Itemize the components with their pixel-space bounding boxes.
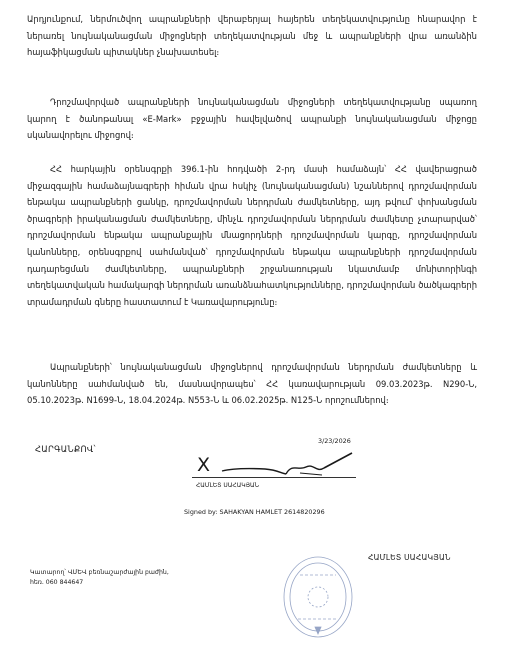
official-seal-icon xyxy=(282,555,354,639)
signature-name: ՀԱՄԼԵՏ ՍԱՀԱԿՅԱՆ xyxy=(196,482,259,489)
signature-line xyxy=(192,477,356,478)
paragraph-tax-code: ՀՀ հարկային օրենսգրքի 396.1-ին հոդվածի 2-րդ մասի համաձայն՝ ՀՀ վավերացրած միջազգային համաձայնագրերի հիման վրա հսկիչ (նույնականացման) նշաններով դրոշմավորման ենթակա ապրանքների ցանկը, դրոշմավորման ներդրման ժամկետները, այդ թվում՝ փոխանցման ծրագրերի իրականացման ժամկետները, մինչև դրոշմավորման ներդրման ժամկետը չտարարված՝ դրոշմավորման ենթակա ապրանքային մնացորդների դրոշմավորման կարգը, դրոշմավորման կանոնները, օրենսգրքով սահմանված՝ դրոշմավորման ենթակա ապրանքների դրոշմավորման դադարեցման ժամկետները, ապրանքների շրջանառության նկատմամբ մոնիտորինգի տեղեկատվական համակարգի ներդրման առանձնահատկությունները, դրոշմավորման ծածկագրերի տրամադրման գները հաստատում է Կառավարությունը։ xyxy=(27,164,477,307)
signed-by-text: Signed by: SAHAKYAN HAMLET 2614820296 xyxy=(184,508,325,516)
contact-block xyxy=(30,568,169,588)
signer-name: ՀԱՄԼԵՏ ՍԱՀԱԿՅԱՆ xyxy=(368,553,451,562)
paragraph-labeling: Արդյունքում, ներմուծվող ապրանքների վերաբերյալ հայերեն տեղեկատվությունը հնարավոր է ներառել նույնականացման միջոցների տեղեկատվության մեջ և ապրանքների վրա առանձին հայաֆիկացման պիտակներ չնախատեսել։ xyxy=(27,14,477,58)
paragraph-decisions: Ապրանքների՝ նույնականացման միջոցներով դրոշմավորման ներդրման ժամկետները և կանոնները սահմանված են, մասնավորապես՝ ՀՀ կառավարության 09.03.2023թ. N290-Ն, 05.10.2023թ. N1699-Ն, 18.04.2024թ. N553-Ն և 06.02.2025թ. N125-Ն որոշումներով։ xyxy=(27,362,477,406)
closing-heading: ՀԱՐԳԱՆՔՈՎ՝ xyxy=(35,444,96,454)
signature-mark: X xyxy=(197,454,211,476)
signature-date: 3/23/2026 xyxy=(318,437,351,445)
paragraph-emark: Դրոշմավորված ապրանքների նույնականացման միջոցների տեղեկատվությանը սպառող կարող է ծանոթանալ «E-Mark» բջջային հավելվածով ապրանքի նույնականացման միջոցը սկանավորելու միջոցով։ xyxy=(27,97,477,141)
contact-line-2: հեռ. 060 844647 xyxy=(30,579,84,586)
contact-line-1: Կատարող՝ ՎՄԵՎ բեռնաշարժային բաժին, xyxy=(30,569,169,576)
